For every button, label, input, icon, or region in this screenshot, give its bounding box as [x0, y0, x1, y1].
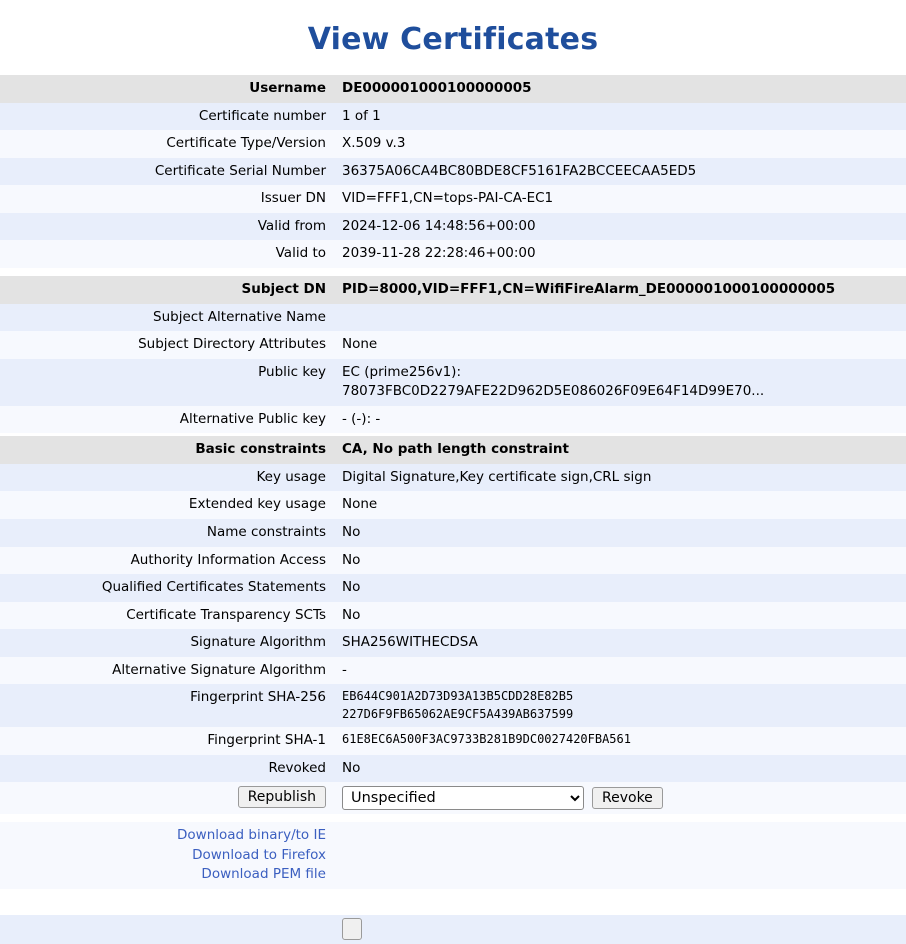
subject-alt-name-label: Subject Alternative Name	[0, 304, 334, 332]
revoke-controls	[342, 786, 906, 810]
table-row	[0, 464, 906, 492]
fingerprint-sha256-part1: EB644C901A2D73D93A13B5CDD28E82B5	[342, 689, 574, 704]
issuer-dn-value: VID=FFF1,CN=tops-PAI-CA-EC1	[334, 185, 906, 213]
subject-dn-label: Subject DN	[0, 276, 334, 304]
revoked-value: No	[334, 755, 906, 783]
username-row	[0, 75, 906, 103]
fingerprint-sha256-part2: 227D6F9FB65062AE9CF5A439AB637599	[342, 706, 574, 721]
ct-scts-label: Certificate Transparency SCTs	[0, 602, 334, 630]
public-key-label: Public key	[0, 359, 334, 406]
table-row	[0, 574, 906, 602]
section-spacer	[0, 268, 906, 276]
certificate-number-label: Certificate number	[0, 103, 334, 131]
signature-algorithm-label: Signature Algorithm	[0, 629, 334, 657]
valid-from-label: Valid from	[0, 213, 334, 241]
table-row	[0, 240, 906, 268]
username-value: DE000001000100000005	[334, 75, 906, 103]
certificate-table	[0, 75, 906, 944]
basic-constraints-value: CA, No path length constraint	[334, 436, 906, 464]
username-label: Username	[0, 75, 334, 103]
certificate-number-value: 1 of 1	[334, 103, 906, 131]
public-key-value	[334, 359, 906, 406]
qualified-statements-label: Qualified Certificates Statements	[0, 574, 334, 602]
valid-to-value: 2039-11-28 22:28:46+00:00	[334, 240, 906, 268]
signature-algorithm-value: SHA256WITHECDSA	[334, 629, 906, 657]
public-key-row	[0, 359, 906, 406]
subject-alt-name-value	[334, 304, 906, 332]
authority-info-access-value: No	[334, 547, 906, 575]
footer-button[interactable]	[342, 918, 362, 940]
name-constraints-label: Name constraints	[0, 519, 334, 547]
table-row	[0, 185, 906, 213]
fingerprint-sha1-label: Fingerprint SHA-1	[0, 727, 334, 755]
key-usage-label: Key usage	[0, 464, 334, 492]
table-row	[0, 491, 906, 519]
ct-scts-value: No	[334, 602, 906, 630]
alt-signature-algorithm-label: Alternative Signature Algorithm	[0, 657, 334, 685]
subject-dn-value: PID=8000,VID=FFF1,CN=WifiFireAlarm_DE000001000100000005	[334, 276, 906, 304]
table-row	[0, 602, 906, 630]
footer-button-cell	[334, 915, 906, 944]
extended-key-usage-label: Extended key usage	[0, 491, 334, 519]
revocation-reason-select[interactable]	[342, 786, 584, 810]
table-row	[0, 657, 906, 685]
table-row	[0, 519, 906, 547]
revoked-row	[0, 755, 906, 783]
table-row	[0, 331, 906, 359]
public-key-algorithm: EC (prime256v1):	[342, 363, 462, 380]
bottom-spacer	[0, 889, 906, 915]
footer-row	[0, 915, 906, 944]
revoked-label: Revoked	[0, 755, 334, 783]
downloads-row	[0, 822, 906, 889]
key-usage-value: Digital Signature,Key certificate sign,CRL sign	[334, 464, 906, 492]
extended-key-usage-value: None	[334, 491, 906, 519]
download-firefox-link[interactable]: Download to Firefox	[192, 846, 326, 863]
qualified-statements-value: No	[334, 574, 906, 602]
table-row	[0, 158, 906, 186]
table-row	[0, 406, 906, 434]
republish-button[interactable]: Republish	[238, 786, 326, 808]
name-constraints-value: No	[334, 519, 906, 547]
revoke-button[interactable]: Revoke	[592, 787, 663, 809]
footer-empty-cell	[0, 915, 334, 944]
revoke-cell	[334, 782, 906, 814]
table-row	[0, 547, 906, 575]
issuer-dn-label: Issuer DN	[0, 185, 334, 213]
alt-public-key-value: - (-): -	[334, 406, 906, 434]
subject-dir-attrs-value: None	[334, 331, 906, 359]
table-row	[0, 304, 906, 332]
authority-info-access-label: Authority Information Access	[0, 547, 334, 575]
fingerprint-sha256-label: Fingerprint SHA-256	[0, 684, 334, 727]
download-pem-link[interactable]: Download PEM file	[201, 866, 326, 883]
valid-from-value: 2024-12-06 14:48:56+00:00	[334, 213, 906, 241]
download-links	[0, 822, 334, 889]
fingerprint-sha1-row	[0, 727, 906, 755]
basic-constraints-label: Basic constraints	[0, 436, 334, 464]
actions-row	[0, 782, 906, 814]
subject-dn-row	[0, 276, 906, 304]
certificate-type-label: Certificate Type/Version	[0, 130, 334, 158]
table-row	[0, 130, 906, 158]
valid-to-label: Valid to	[0, 240, 334, 268]
republish-cell	[0, 782, 334, 814]
section-spacer	[0, 814, 906, 822]
certificate-serial-label: Certificate Serial Number	[0, 158, 334, 186]
subject-dir-attrs-label: Subject Directory Attributes	[0, 331, 334, 359]
fingerprint-sha256-row	[0, 684, 906, 727]
basic-constraints-row	[0, 436, 906, 464]
table-row	[0, 103, 906, 131]
page-title: View Certificates	[307, 22, 599, 57]
fingerprint-sha256-value	[334, 684, 906, 727]
download-binary-ie-link[interactable]: Download binary/to IE	[177, 827, 326, 844]
downloads-empty-cell	[334, 822, 906, 889]
alt-public-key-label: Alternative Public key	[0, 406, 334, 434]
public-key-hex: 78073FBC0D2279AFE22D962D5E086026F09E64F14D99E70...	[342, 383, 765, 400]
table-row	[0, 629, 906, 657]
alt-signature-algorithm-value: -	[334, 657, 906, 685]
fingerprint-sha1-value: 61E8EC6A500F3AC9733B281B9DC0027420FBA561	[334, 727, 906, 755]
certificate-serial-value: 36375A06CA4BC80BDE8CF5161FA2BCCEECAA5ED5	[334, 158, 906, 186]
table-row	[0, 213, 906, 241]
certificate-type-value: X.509 v.3	[334, 130, 906, 158]
certificate-view-page	[0, 22, 906, 944]
